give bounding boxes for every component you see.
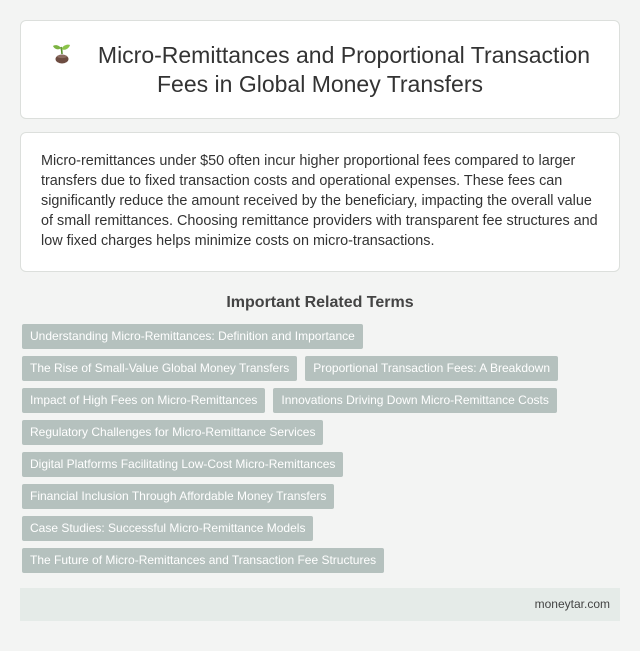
related-term-tag[interactable]: Financial Inclusion Through Affordable Money Transfers [22,484,334,509]
footer [20,588,620,621]
footer-site-link[interactable]: moneytar.com [534,597,610,611]
summary-card [20,132,620,272]
related-term-tag[interactable]: The Rise of Small-Value Global Money Transfers [22,356,297,381]
related-term-tag[interactable]: Innovations Driving Down Micro-Remittance Costs [273,388,556,413]
related-term-tag[interactable]: Case Studies: Successful Micro-Remittance Models [22,516,313,541]
related-term-tag[interactable]: Regulatory Challenges for Micro-Remittance Services [22,420,323,445]
related-term-tag[interactable]: Understanding Micro-Remittances: Definition and Importance [22,324,363,349]
page-title [41,41,599,99]
related-term-tag[interactable]: Impact of High Fees on Micro-Remittances [22,388,265,413]
related-term-tag[interactable]: Digital Platforms Facilitating Low-Cost Micro-Remittances [22,452,343,477]
related-terms-heading: Important Related Terms [226,294,414,311]
related-term-tag[interactable]: Proportional Transaction Fees: A Breakdown [305,356,558,381]
title-card [20,20,620,119]
related-terms-list [22,324,620,573]
summary-text: Micro-remittances under $50 often incur higher proportional fees compared to larger transfers due to fixed transaction costs and operational expenses. These fees can significantly reduce the amount received by the beneficiary, impacting the overall value of small remittances. Choosing remittance providers with transparent fee structures and low fixed charges helps minimize costs on micro-transactions. [41,153,598,249]
sprout-icon [50,41,74,65]
page-title-text: Micro-Remittances and Proportional Transaction Fees in Global Money Transfers [97,41,591,97]
related-term-tag[interactable]: The Future of Micro-Remittances and Transaction Fee Structures [22,548,384,573]
